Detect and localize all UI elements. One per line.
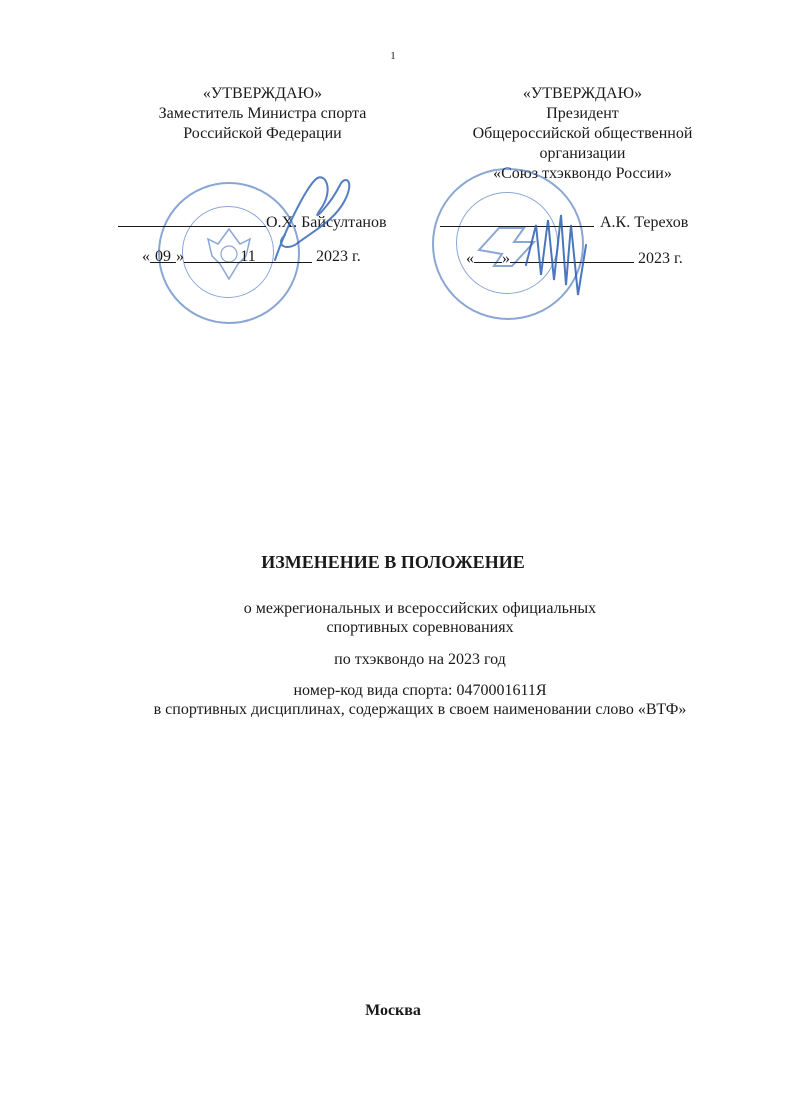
approval-heading: «УТВЕРЖДАЮ» — [202, 85, 323, 102]
document-subtitle-line: по тхэквондо на 2023 год — [334, 651, 506, 668]
approval-block-union — [440, 84, 725, 184]
approval-position-line: Общероссийской общественной — [472, 125, 693, 142]
ministry-signature-line — [118, 212, 387, 232]
ministry-date-day: 09 — [155, 248, 171, 265]
ministry-date-year: 2023 г. — [316, 248, 361, 265]
approval-position-line: Президент — [546, 105, 619, 122]
city-name: Москва — [365, 1002, 421, 1019]
union-date-year: 2023 г. — [638, 250, 683, 267]
union-date-line: « » 2023 г. — [466, 250, 683, 267]
approval-heading: «УТВЕРЖДАЮ» — [522, 85, 643, 102]
approval-position-line: Заместитель Министра спорта — [158, 105, 367, 122]
union-stamp — [432, 168, 584, 320]
ministry-date-line: « 09 » 11 2023 г. — [142, 248, 361, 265]
union-signatory-name: А.К. Терехов — [600, 214, 689, 231]
sport-code-line: номер-код вида спорта: 0470001611Я — [293, 682, 547, 699]
union-logo-icon — [434, 170, 582, 318]
page-number: 1 — [390, 50, 396, 62]
union-signature-line — [440, 212, 688, 232]
document-title: ИЗМЕНЕНИЕ В ПОЛОЖЕНИЕ — [261, 552, 525, 572]
ministry-date-month: 11 — [240, 248, 256, 265]
document-subtitle-line: спортивных соревнованиях — [326, 619, 514, 636]
approval-block-ministry — [120, 84, 405, 144]
ministry-signatory-name: О.Х. Байсултанов — [266, 214, 387, 231]
disciplines-line: в спортивных дисциплинах, содержащих в своем наименовании слово «ВТФ» — [153, 701, 687, 718]
document-subtitle-line: о межрегиональных и всероссийских официальных — [243, 600, 597, 617]
approval-position-line: организации — [539, 145, 626, 162]
approval-position-line: «Союз тхэквондо России» — [493, 165, 672, 182]
approval-position-line: Российской Федерации — [183, 125, 342, 142]
